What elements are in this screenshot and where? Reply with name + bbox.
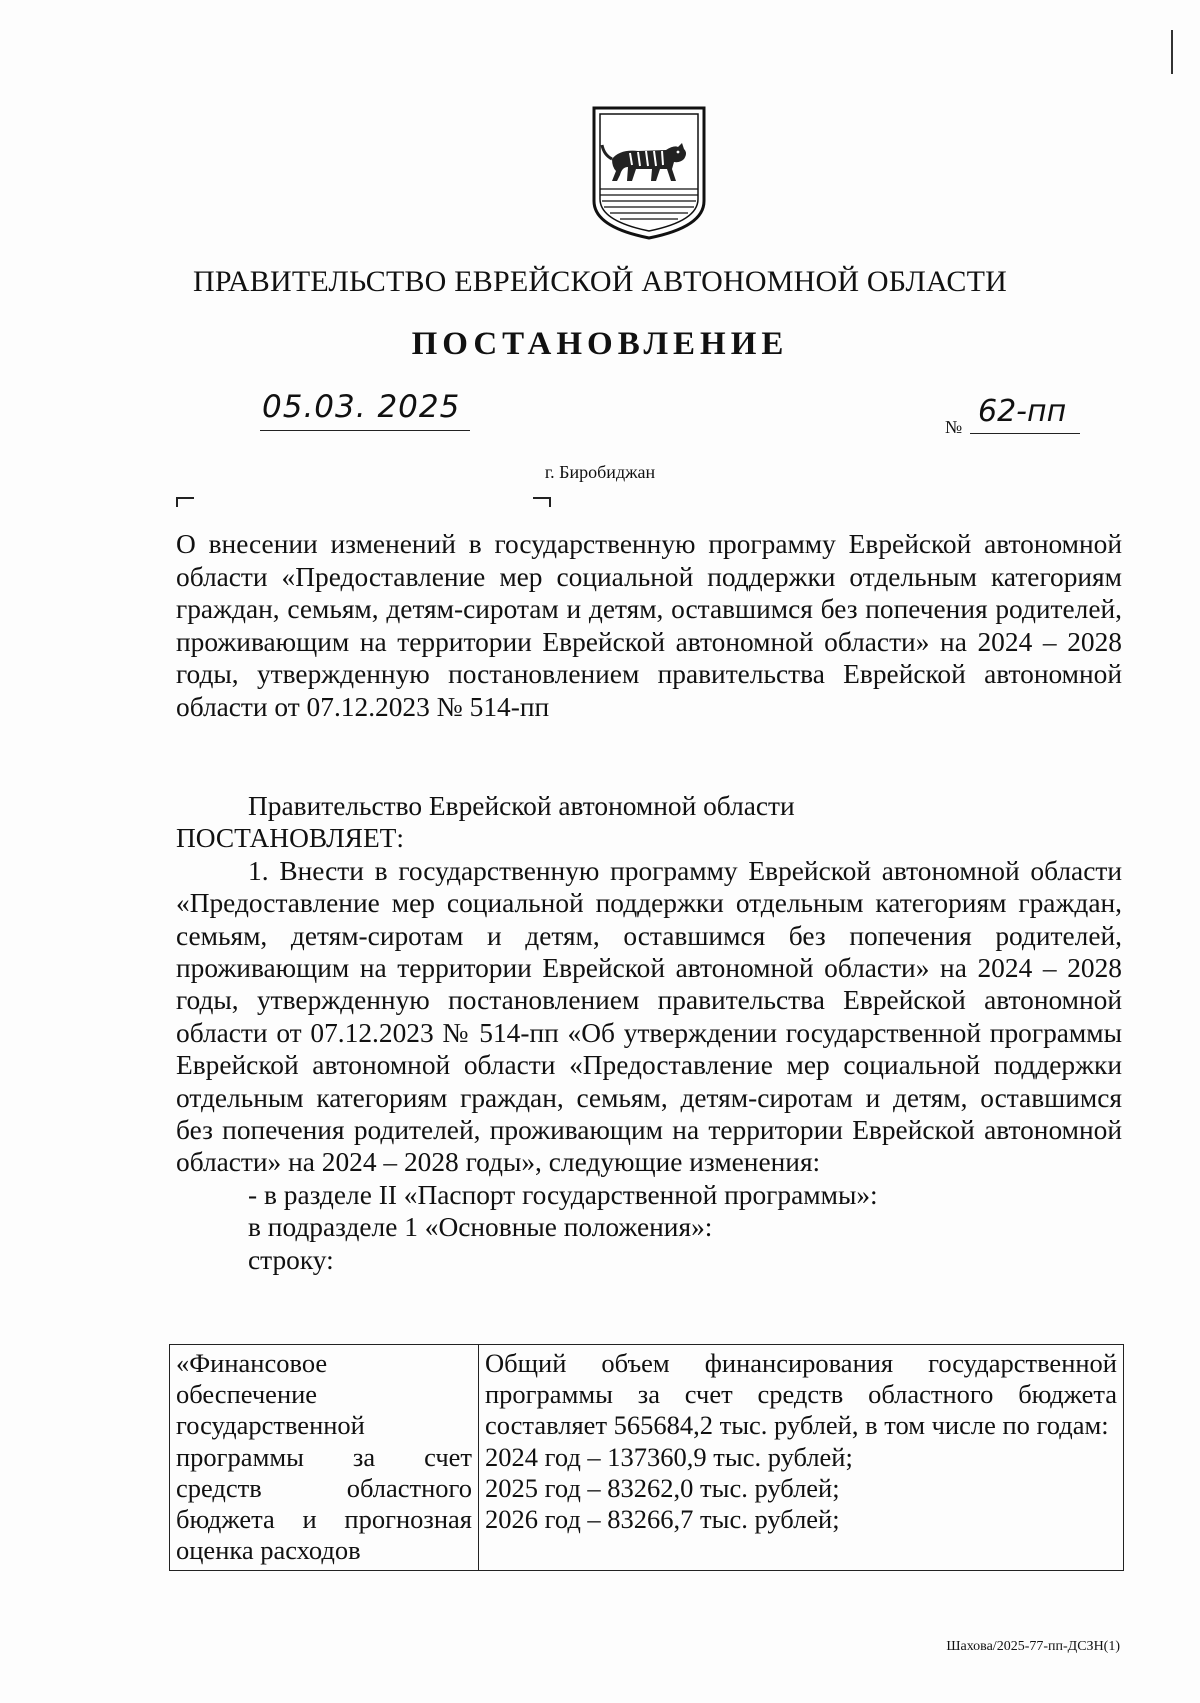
financing-year-2025: 2025 год – 83262,0 тыс. рублей; (485, 1472, 840, 1503)
item-1: 1. Внести в государственную программу Еврейской автономной области «Предоставление мер социальной поддержки отдельным категориям граждан, семьям, детям-сиротам и детям, оставшимся без попечения родителей, проживающим на территории Еврейской автономной области» на 2024 – 2028 годы, утвержденную постановлением правительства Еврейской автономной области от 07.12.2023 № 514-пп «Об утверждении государственной программы Еврейской автономной области «Предоставление мер социальной поддержки отдельным категориям граждан, семьям, детям-сиротам и детям, оставшимся без попечения родителей, проживающим на территории Еврейской автономной области» на 2024 – 2028 годы», следующие изменения: (176, 855, 1122, 1178)
number-sign: № (945, 417, 963, 437)
number-underline (970, 433, 1080, 434)
row-line: строку: (248, 1244, 334, 1275)
handwritten-date: 05.03. 2025 (262, 389, 461, 425)
title-bracket-left (176, 497, 194, 507)
footer-document-code: Шахова/2025-77-пп-ДСЗН(1) (946, 1639, 1120, 1654)
decree-subject: О внесении изменений в государственную программу Еврейской автономной области «Предоставление мер социальной поддержки отдельным категориям граждан, семьям, детям-сиротам и детям, оставшимся без попечения родителей, проживающим на территории Еврейской автономной области» на 2024 – 2028 годы, утвержденную постановлением правительства Еврейской автономной области от 07.12.2023 № 514-пп (176, 529, 1122, 722)
handwritten-number: 62-пп (978, 394, 1067, 429)
financing-value-cell (479, 1345, 1124, 1571)
coat-of-arms-tiger-icon (590, 105, 708, 241)
financing-table (169, 1344, 1124, 1571)
document-type-heading: ПОСТАНОВЛЕНИЕ (411, 326, 789, 362)
city-name: г. Биробиджан (544, 462, 656, 482)
financing-year-2026: 2026 год – 83266,7 тыс. рублей; (485, 1504, 840, 1535)
preamble: Правительство Еврейской автономной области (248, 791, 795, 821)
financing-year-2024: 2024 год – 137360,9 тыс. рублей; (485, 1441, 853, 1472)
decree-body (176, 790, 1122, 1276)
resolves-keyword: ПОСТАНОВЛЯЕТ: (176, 823, 405, 854)
financing-total: Общий объем финансирования государственной программы за счет средств областного бюджета составляет 565684,2 тыс. рублей, в том числе по годам: (485, 1348, 1117, 1441)
table-row (170, 1345, 1124, 1571)
subsection-line: в подразделе 1 «Основные положения»: (248, 1212, 713, 1243)
title-bracket-right (533, 497, 551, 507)
financing-label-cell: «Финансовое обеспечение государственной программы за счет средств областного бюджета и прогнозная оценка расходов (170, 1345, 479, 1571)
section-line: - в разделе II «Паспорт государственной программы»: (248, 1179, 878, 1210)
government-title: ПРАВИТЕЛЬСТВО ЕВРЕЙСКОЙ АВТОНОМНОЙ ОБЛАСТИ (193, 265, 1007, 298)
date-underline (260, 430, 470, 431)
scan-artifact-mark (1171, 30, 1173, 74)
